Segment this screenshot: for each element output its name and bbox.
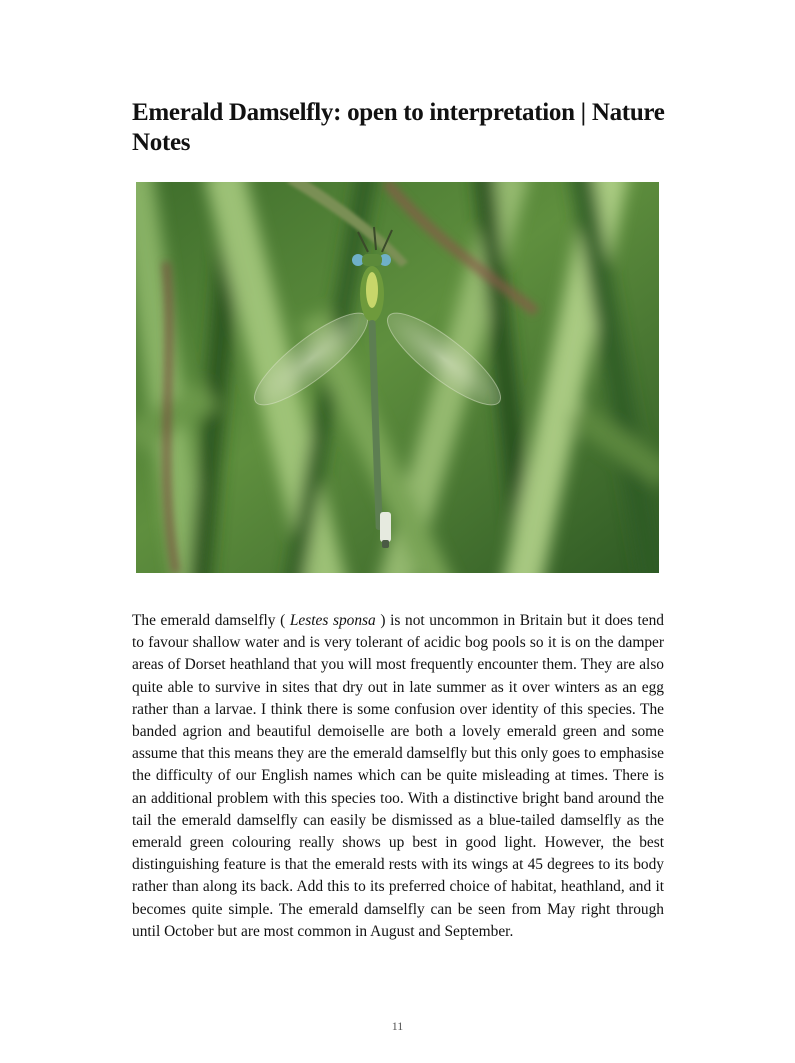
page-title: Emerald Damselfly: open to interpretation | Nature Notes [132,99,665,156]
article-body [132,610,664,943]
species-name: Lestes sponsa [289,612,376,629]
body-main: is not uncommon in Britain but it does tend to favour shallow water and is very tolerant of acidic bog pools so it is on the damper areas of Dorset heathland that you will most frequently encounter them. They are also quite able to survive in sites that dry out in late summer as it over winters as an egg rather than a larvae. I think there is some confusion over identity of this species. The banded agrion and beautiful demoiselle are both a lovely emerald green and some assume that this means they are the emerald damselfly but this only goes to emphasise the difficulty of our English names which can be quite misleading at times. There is an additional problem with this species too. With a distinctive bright band around the tail the emerald damselfly can easily be dismissed as a blue-tailed damselfly as the emerald green colouring really shows up best in good light. However, the best distinguishing feature is that the emerald rests with its wings at 45 degrees to its body rather than along its back. Add this to its preferred choice of habitat, heathland, and it becomes quite simple. The emerald damselfly can be seen from May right through until October but are most common in August and September. [132,612,664,940]
page-number: 11 [391,1019,404,1033]
species-paren-open: ( [280,612,290,629]
emerald-damselfly-photo [136,182,659,573]
species-paren-close: ) [375,612,386,629]
body-intro: The emerald damselfly [132,612,281,629]
